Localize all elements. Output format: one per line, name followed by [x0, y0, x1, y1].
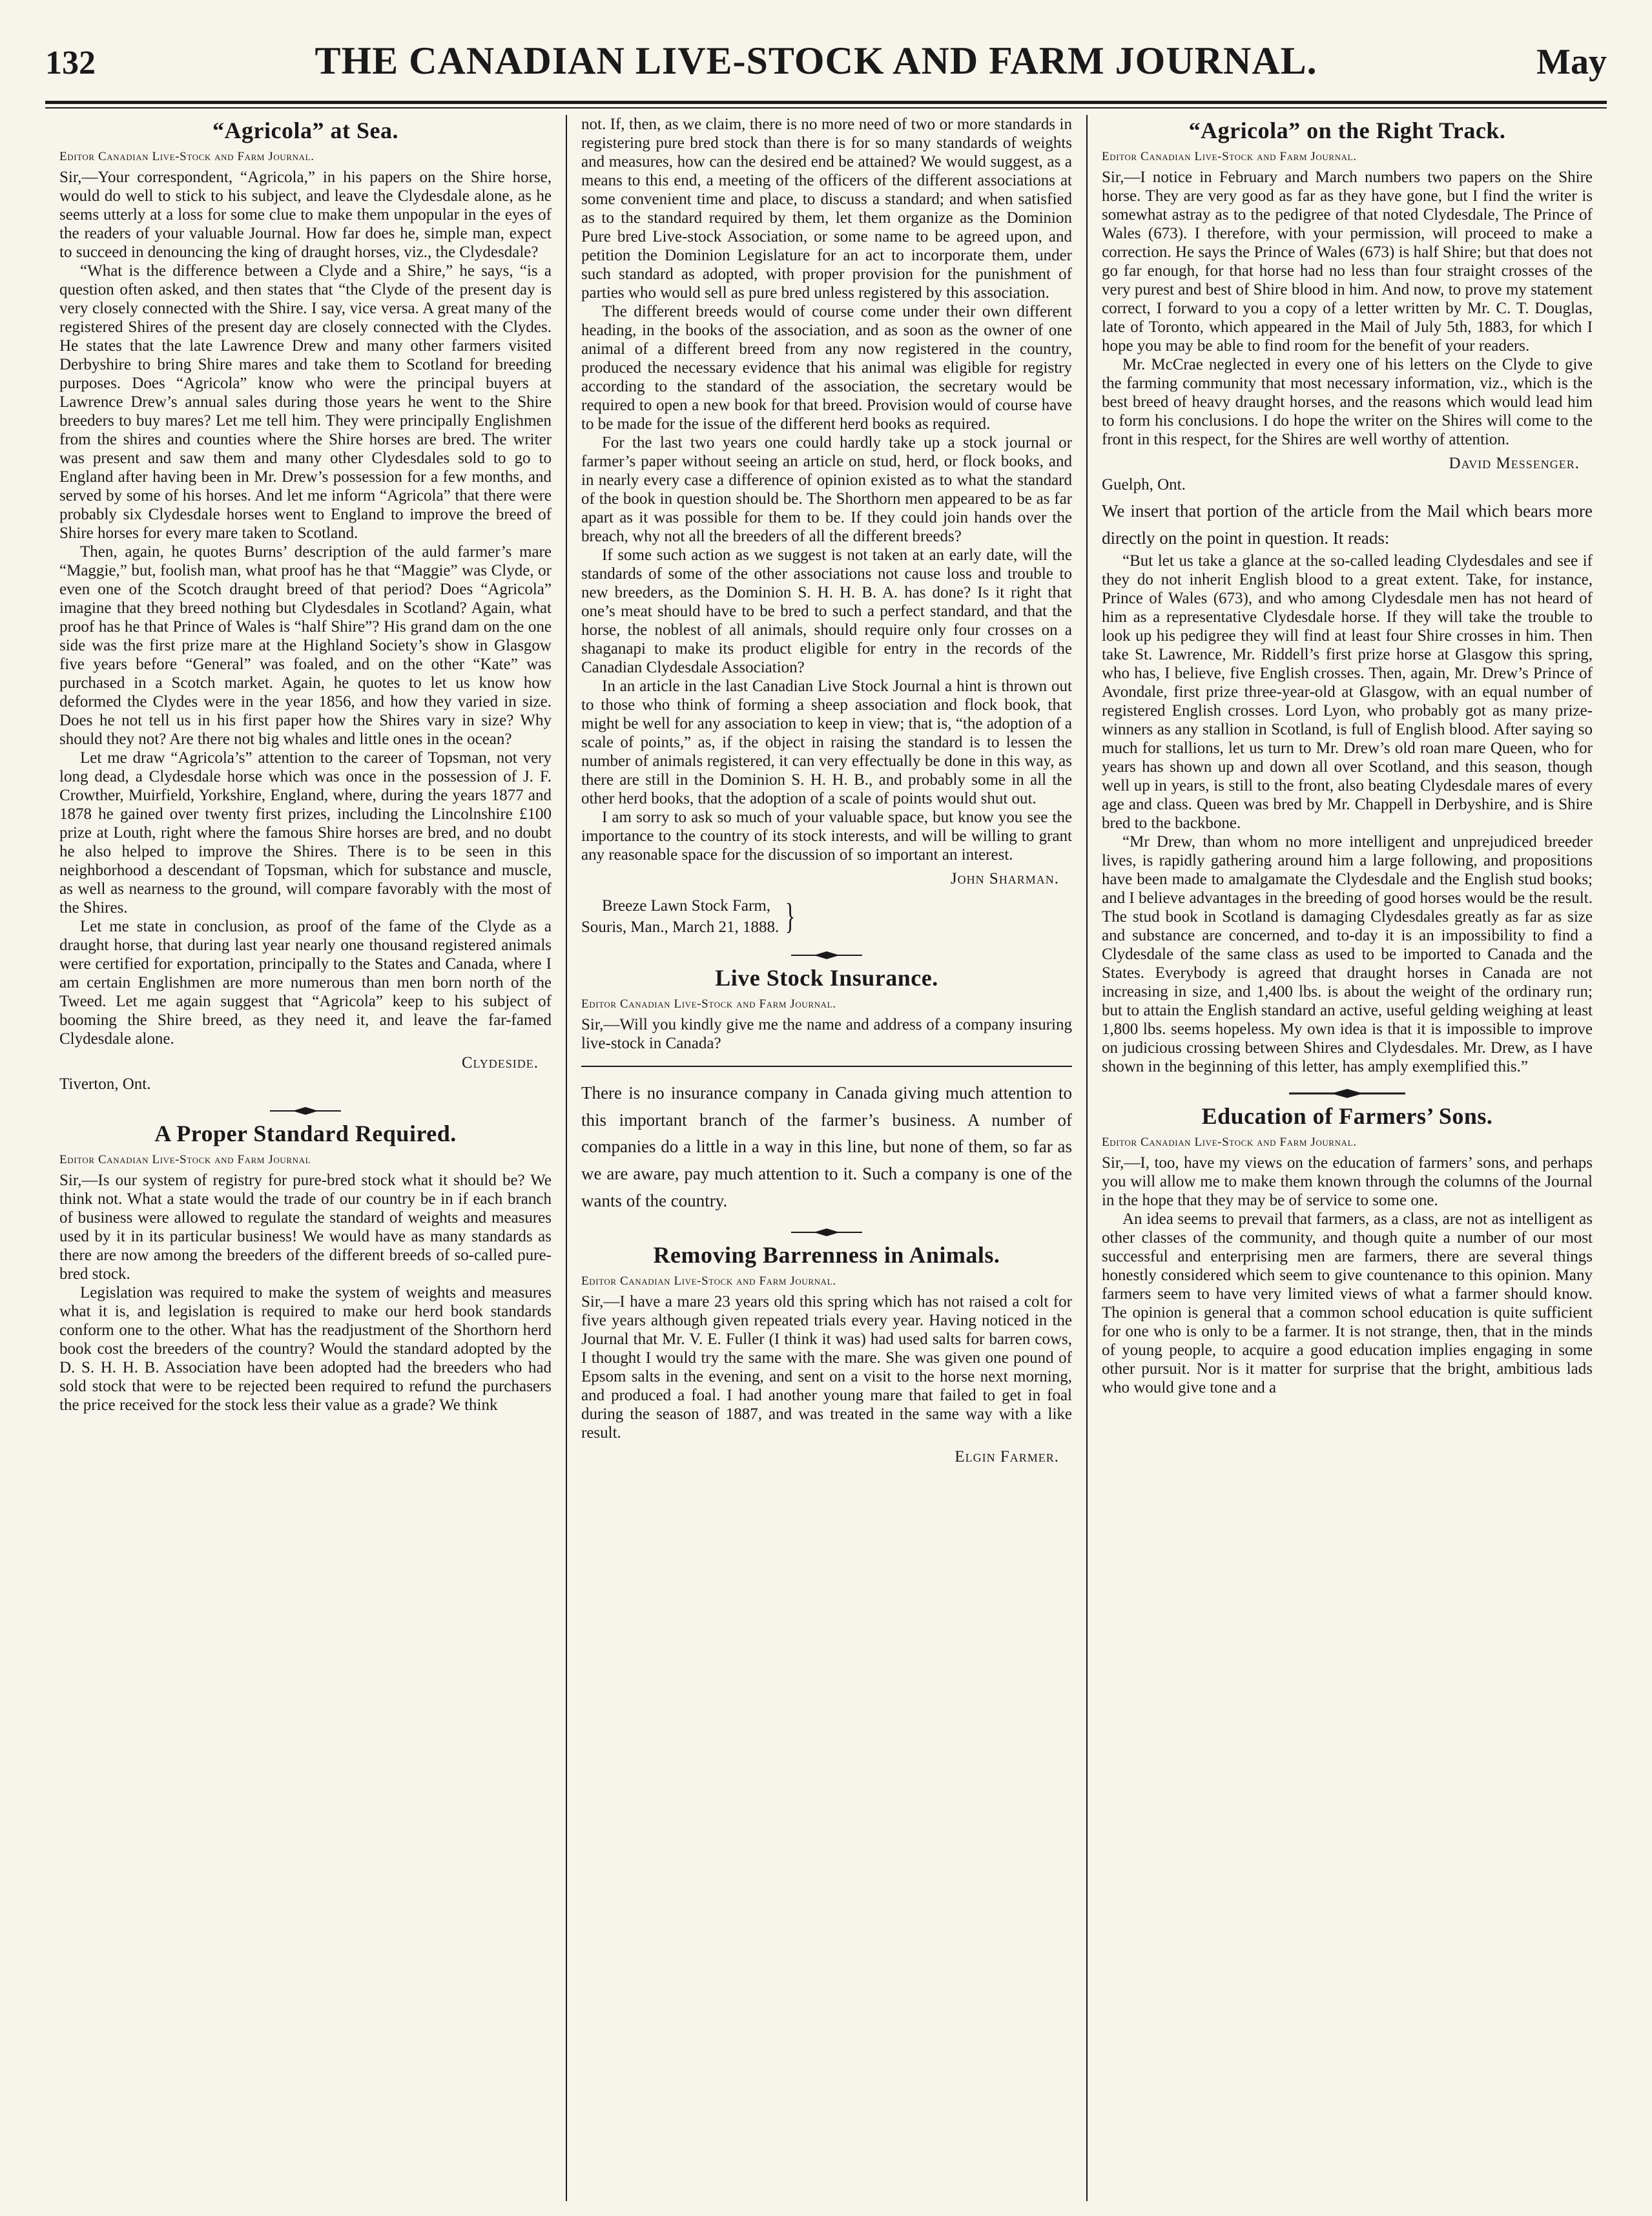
place: Tiverton, Ont.: [59, 1075, 151, 1093]
quoted-paragraph: “Mr Drew, than whom no more intelligent and unprejudiced breeder lives, is rapidly gathering around him a large following, and propositions have been made to amalgamate the Clydesdale and the English stud books; and I believe advantages in the breeding of good horses would be the result. The stud book in Scotland is damaging Clydesdales greatly as far as size and substance are concerned, and to-day it is an impossibility to find a Clydesdale of the same class as used to be imported to Canada and the States. Everybody is agreed that draught horses in Canada are not increasing in size, and 1,400 lbs. is about the weight of the ordinary run; but to attain the English standard an active, useful gelding weighing at least 1,800 lbs. seems hopeless. My own idea is that it is impossible to improve on judicious crossing between Shires and Clydesdales. Mr. Drew, as I have shown in the beginning of this letter, has amply exemplified this.”: [1102, 833, 1593, 1076]
article-agricola-right-track: [1102, 118, 1593, 1076]
separator-ornament: [1102, 1089, 1593, 1098]
paragraph: Sir,—I notice in February and March numbers two papers on the Shire horse. They are very good as far as they have gone, but I find the writer is somewhat astray as to the pedigree of that noted Clydesdale, The Prince of Wales (673). I therefore, with your permission, will proceed to make a correction. He says the Prince of Wales (673) is half Shire; but that does not go far enough, for that horse had no less than four straight crosses of the very purest and best of Shire blood in him. And now, to prove my statement correct, I forward to you a copy of a letter written by Mr. C. T. Douglas, late of Toronto, which appeared in the Mail of July 5th, 1883, for which I hope you may be able to find room for the benefit of your readers.: [1102, 168, 1593, 355]
paragraph: The different breeds would of course come under their own different heading, in the books of the association, and as soon as the owner of one animal of a different breed from any now registered in the country, produced the necessary evidence that his animal was eligible for registry according to the standard of the association, the secretary would be required to open a new book for that breed. Provision would of course have to be made for the issue of the different herd books as required.: [581, 303, 1072, 433]
separator-ornament: [581, 951, 1072, 960]
paragraph: An idea seems to prevail that farmers, as a class, are not as intelligent as other classes of the community, and though quite a number of our most successful and enterprising men are farmers, there are several things honestly considered which seem to give countenance to this opinion. Many farmers seem to have very limited views of what a farmer should know. The opinion is general that a common school education is quite sufficient for one who is only to be a farmer. It is not strange, then, that in the minds of young people, to acquire a good education implies engaging in some other pursuit. Nor is it matter for surprise that the bright, ambitious lads who would give tone and a: [1102, 1210, 1593, 1397]
signature: David Messenger.: [1449, 454, 1580, 472]
article-title: “Agricola” on the Right Track.: [1188, 118, 1506, 143]
article-removing-barrenness: [581, 1242, 1072, 1466]
article-title: Live Stock Insurance.: [715, 965, 938, 991]
masthead: [45, 39, 1607, 97]
paragraph: Sir,—Your correspondent, “Agricola,” in his papers on the Shire horse, would do well to stick to his subject, and leave the Clydesdale alone, as he seems utterly at a loss for some clue to make them unpopular in the eyes of the readers of your valuable Journal. How far does he, simple man, expect to succeed in denouncing the king of draught horses, viz., the Clydesdale?: [59, 168, 552, 261]
article-agricola-at-sea: [59, 118, 552, 1093]
article-address: Editor Canadian Live-Stock and Farm Journal: [59, 1152, 311, 1166]
journal-title: THE CANADIAN LIVE-STOCK AND FARM JOURNAL.: [315, 39, 1317, 82]
page-number: 132: [45, 45, 96, 81]
paragraph: Sir,—Is our system of registry for pure-bred stock what it should be? We think not. What a state would the trade of our country be in if each branch of business were allowed to regulate the standard of weights and measures used by it in its particular business! We would have as many standards as there are now among the breeders of the different breeds of so-called pure-bred stock.: [59, 1171, 552, 1283]
article-address: Editor Canadian Live-Stock and Farm Journal.: [59, 149, 315, 163]
separator-ornament: [581, 1228, 1072, 1237]
article-title: “Agricola” at Sea.: [212, 118, 398, 143]
paragraph: Sir,—I, too, have my views on the education of farmers’ sons, and perhaps you will allow me to make them known through the columns of the Journal in the hope that they may be of service to some one.: [1102, 1154, 1593, 1210]
paragraph: Mr. McCrae neglected in every one of his letters on the Clyde to give the farming community that most necessary information, viz., which is the best breed of heavy draught horses, and the reasons which would lead him to form his conclusions. I do hope the writer on the Shires will come to the front in this respect, for the Shires are well worthy of attention.: [1102, 355, 1593, 448]
article-live-stock-insurance: [581, 965, 1072, 1215]
paragraph: I am sorry to ask so much of your valuable space, but know you see the importance to the country of its stock interests, and will be willing to grant any reasonable space for the discussion of so important an interest.: [581, 809, 1072, 864]
dateline: [581, 896, 1072, 938]
paragraph: Let me state in conclusion, as proof of the fame of the Clyde as a draught horse, that during last year nearly one thousand registered animals were certified for exportation, principally to the States and Canada, where I am certain Englishmen are more numerous than men born north of the Tweed. Let me again suggest that “Agricola” keep to his subject of booming the Shire breed, as they need it, and leave the far-famed Clydesdale alone.: [59, 917, 552, 1048]
paragraph: Let me draw “Agricola’s” attention to the career of Topsman, not very long dead, a Clydesdale horse which was once in the possession of J. F. Crowther, Muirfield, Yorkshire, England, where, during the years 1877 and 1878 he gained over twenty first prizes, including the Lincolnshire £100 prize at Louth, right where the famous Shire horses are bred, and no doubt he also helped to improve the Shires. There is to be seen in this neighborhood a descendant of Topsman, which for substance and muscle, as well as nearness to the ground, will compare favorably with the most of the Shires.: [59, 749, 552, 916]
paragraph: Sir,—Will you kindly give me the name and address of a company insuring live-stock in Canada?: [581, 1015, 1072, 1052]
signature: Elgin Farmer.: [955, 1447, 1059, 1465]
article-education-farmers-sons: [1102, 1103, 1593, 1397]
signature: John Sharman.: [950, 870, 1059, 887]
article-title: A Proper Standard Required.: [154, 1120, 457, 1146]
paragraph: For the last two years one could hardly take up a stock journal or farmer’s paper without seeing an article on stud, herd, or flock books, and in nearly every case a difference of opinion existed as to what the standard of the book in question should be. The Shorthorn men appeared to be as far apart as it was possible for them to be. If they could join hands over the breach, why not all the breeders of all the different breeds?: [581, 434, 1072, 545]
article-proper-standard-continued: [581, 115, 1072, 938]
separator-ornament: [59, 1106, 552, 1115]
article-title: Education of Farmers’ Sons.: [1201, 1103, 1493, 1130]
paragraph: “What is the difference between a Clyde and a Shire,” he says, “is a question often asked, and then states that “the Clyde of the present day is very closely connected with the Shire. I say, vice versa. A great many of the registered Shires of the present day are closely connected with the Clydes. He states that the late Lawrence Drew and many other farmers visited Derbyshire to bring Shire mares and take them to Scotland for breeding purposes. Does “Agricola” know who were the principal buyers at Lawrence Drew’s annual sales during those years he went to the Shire breeders to buy mares? Let me tell him. They were principally Englishmen from the shires and counties where the Shire horses are bred. The writer was present and saw them and many other Clydesdales sold to go to England after having been in Mr. Drew’s possession for a few months, and served by some of his horses. And let me inform “Agricola” that there were probably six Clydesdale horses went to England to improve the breed of Shire horses for every mare taken to Scotland.: [59, 262, 552, 542]
masthead-rule: [45, 101, 1607, 109]
paragraph: Legislation was required to make the system of weights and measures what it is, and legislation is required to make our herd book standards conform one to the other. What has the readjustment of the Shorthorn herd book cost the breeders of the country? Would the standard adopted by the D. S. H. H. B. Association have been adopted had the breeders who had sold stock that were to be rejected been required to refund the purchasers the price received for the stock less their value as a grade? We think: [59, 1283, 552, 1414]
paragraph: Then, again, he quotes Burns’ description of the auld farmer’s mare “Maggie,” but, foolish man, what proof has he that “Maggie” was Clyde, or even one of the Scotch draught breed of that period? Does “Agricola” imagine that they breed nothing but Clydesdales in Scotland? Again, what proof has he that Prince of Wales is “half Shire”? His grand dam on the one side was the first prize mare at the Highland Society’s show in Glasgow five years before “General” was foaled, and on the other “Kate” was purchased in a Scotch market. Again, he quotes to let us know how deformed the Clydes were in the year 1856, and how they varied in size. Does he not tell us in his first paper how the Shires vary in size? Why should they not? Are there not big whales and little ones in the ocean?: [59, 543, 552, 748]
article-address: Editor Canadian Live-Stock and Farm Journal.: [1102, 149, 1357, 163]
article-proper-standard: [59, 1121, 552, 1414]
dateline-date: Souris, Man., March 21, 1888.: [581, 918, 780, 936]
article-title: Removing Barrenness in Animals.: [653, 1242, 1000, 1268]
editor-reply: There is no insurance company in Canada giving much attention to this important branch of the farmer’s business. A number of companies do a little in a way in this line, but none of them, so far as we are aware, pay much attention to it. Such a company is one of the wants of the country.: [581, 1082, 1072, 1211]
brace-glyph: }: [785, 896, 796, 937]
article-address: Editor Canadian Live-Stock and Farm Journal.: [1102, 1135, 1357, 1150]
paragraph: Sir,—I have a mare 23 years old this spring which has not raised a colt for five years although given repeated trials every year. Having noticed in the Journal that Mr. V. E. Fuller (I think it was) had used salts for barren cows, I thought I would try the same with the mare. She was given one pound of Epsom salts in the evening, and sent on a visit to the horse next morning, and produced a foal. I had another young mare that failed to get in foal during the season of 1887, and was treated in the same way with a like result.: [581, 1292, 1072, 1442]
divider: [581, 1066, 1072, 1067]
article-address: Editor Canadian Live-Stock and Farm Journal.: [581, 997, 836, 1011]
paragraph: If some such action as we suggest is not taken at an early date, will the standards of some of the other associations not cause loss and trouble to new breeders, as the Dominion S. H. H. B. A. has done? Is it right that one’s meat should have to be bred to such a perfect standard, and that the horse, the noblest of all animals, should require only four crosses on a shaganapi to make its product eligible for entry in the records of the Canadian Clydesdale Association?: [581, 546, 1072, 676]
paragraph: not. If, then, as we claim, there is no more need of two or more standards in registering pure bred stock than there is for so many standards of weights and measures, how can the desired end be attained? We would suggest, as a means to this end, a meeting of the officers of the different associations at some convenient time and place, to discuss a standard; and when satisfied as to the standard required by them, let them organize as the Dominion Pure bred Live-stock Association, or some name to be agreed upon, and petition the Dominion Legislature for an act to incorporate them, under such standard as adopted, with proper provision for the punishment of parties who would sell as pure bred unless registered by this association.: [581, 116, 1072, 302]
column-2: [566, 115, 1086, 2201]
dateline-farm: Breeze Lawn Stock Farm,: [602, 897, 771, 915]
article-address: Editor Canadian Live-Stock and Farm Journal.: [581, 1274, 836, 1288]
issue-month: May: [1536, 42, 1607, 82]
signature: Clydeside.: [461, 1053, 539, 1072]
column-1: [45, 115, 566, 2201]
paragraph: In an article in the last Canadian Live Stock Journal a hint is thrown out to those who think of forming a sheep association and flock book, that might be well for any association to keep in view; that is, “the adoption of a scale of points,” as, if the object in raising the standard is to lessen the number of animals registered, it can very effectually be done in this way, as there are still in the Dominion S. H. H. B., and probably some in all the other herd books, that the adoption of a scale of points would shut out.: [581, 678, 1072, 807]
editor-note: We insert that portion of the article from the Mail which bears more directly on the point in question. It reads:: [1102, 501, 1593, 548]
quoted-paragraph: “But let us take a glance at the so-called leading Clydesdales and see if they do not inherit English blood to a great extent. Take, for instance, Prince of Wales (673), and who among Clydesdale men has not heard of him as a representative Clydesdale horse. If they will take the trouble to look up his pedigree they will find at least four Shire crosses in him. Then take St. Lawrence, Mr. Riddell’s first prize horse at Glasgow this spring, who has, I believe, five English crosses. Then, again, Mr. Drew’s Prince of Avondale, first prize three-year-old at Glasgow, with an equal number of registered English crosses. Lord Lyon, who probably got as many prize-winners as any stallion in Scotland, is full of English blood. After saying so much for stallions, let us turn to Mr. Drew’s old roan mare Queen, who for years has shown up and down all over Scotland, and this season, though well up in years, is still to the front, also beating Clydesdale mares of every age and class. Queen was bred by Mr. Chappell in Derbyshire, and is Shire bred to the backbone.: [1102, 552, 1593, 833]
columns: [45, 115, 1607, 2201]
column-3: [1086, 115, 1607, 2201]
place: Guelph, Ont.: [1102, 475, 1186, 493]
